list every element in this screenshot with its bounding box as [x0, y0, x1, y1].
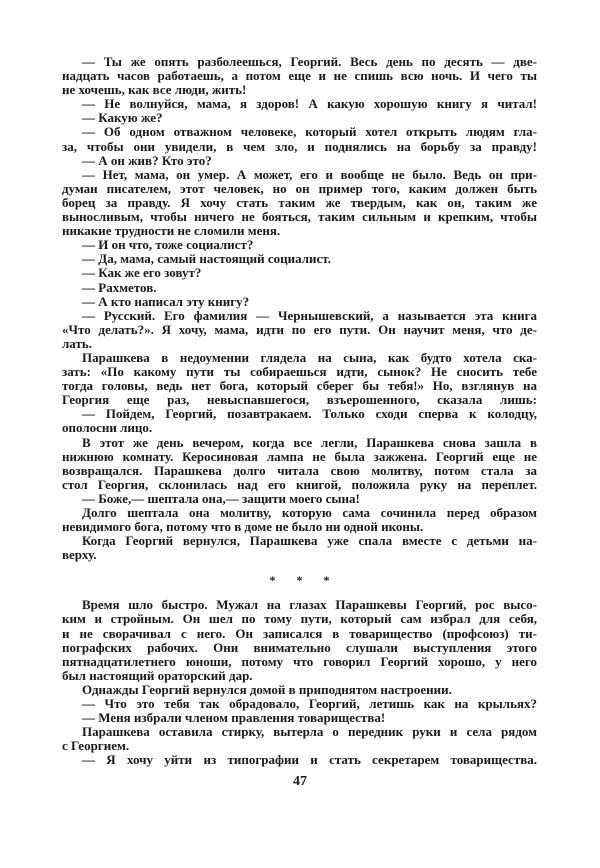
text-line: невидимого бога, потому что в доме не было ни одной иконы.: [62, 519, 424, 535]
text-line: борец за правду. Я хочу стать таким же твердым, как он, таким же: [62, 194, 537, 210]
text-line: тогда головы, ведь нет бога, который сберег бы тебя!» Но, взглянув на: [62, 378, 537, 394]
text-line: В этот же день вечером, когда все легли, Парашкева снова зашла в: [82, 434, 537, 450]
paragraph: [62, 154, 537, 168]
text-line: Однажды Георгий вернулся домой в приподнятом настроении.: [82, 681, 452, 697]
text-line: Парашкева в недоумении глядела на сына, как будто хотела ска-: [82, 349, 537, 365]
paragraph: [62, 55, 537, 97]
text-line: не хочешь, как все люди, жить!: [62, 82, 247, 98]
text-line: с Георгием.: [62, 738, 130, 754]
text-line: — Рахметов.: [82, 279, 157, 295]
text-line: и не сворачивал с него. Он записался в товарищество (профсоюз) ти-: [62, 625, 537, 641]
text-line: пятнадцатилетнего юноши, потому что говорил Георгий хорошо, у него: [62, 653, 537, 669]
text-line: Время шло быстро. Мужал на глазах Парашкевы Георгий, рос высо-: [82, 597, 537, 613]
paragraph: [62, 309, 537, 351]
text-line: ополосни лицо.: [62, 420, 153, 436]
text-line: — А он жив? Кто это?: [82, 152, 212, 168]
paragraph: [62, 281, 537, 295]
paragraph: [62, 697, 537, 711]
text-line: — Боже,— шептала она,— защити моего сына!: [82, 490, 360, 506]
text-line: выносливым, чтобы ничего не бояться, таким сильным и крепким, чтобы: [62, 209, 537, 225]
text-line: — Пойдем, Георгий, позавтракаем. Только сходи сперва к колодцу,: [82, 406, 537, 422]
paragraph: [62, 168, 537, 238]
paragraph: [62, 125, 537, 153]
text-line: никакие трудности не сломили меня.: [62, 223, 281, 239]
text-line: «Что делать?». Я хочу, мама, идти по его пути. Он научит меня, что де-: [62, 321, 537, 337]
text-line: — Русский. Его фамилия — Чернышевский, а называется эта книга: [82, 307, 537, 323]
text-line: думан писателем, этот человек, но он пример того, каким должен быть: [62, 180, 537, 196]
paragraph: [62, 753, 537, 767]
text-line: — Да, мама, самый настоящий социалист.: [82, 251, 331, 267]
text-line: верху.: [62, 547, 97, 563]
text-line: — Какую же?: [82, 110, 163, 126]
paragraph: [62, 725, 537, 753]
paragraph: [62, 506, 537, 534]
page-number: 47: [293, 774, 307, 789]
text-line: Долго шептала она молитву, которую сама сочинила перед образом: [82, 505, 537, 520]
text-line: — Об одном отважном человеке, который хотел открыть людям гла-: [82, 124, 537, 140]
section-1: [62, 55, 537, 562]
paragraph: [62, 252, 537, 266]
text-line: Георгия еще раз, невыспавшегося, взъерошенного, сказала лишь:: [62, 392, 537, 408]
text-line: стол Георгия, склонилась над его книгой, положила руку на переплет.: [62, 476, 537, 492]
text-line: за, чтобы они увидели, в чем зло, и поднялись на борьбу за правду!: [62, 138, 537, 154]
paragraph: [62, 407, 537, 435]
text-line: — Ты же опять разболеешься, Георгий. Весь день по десять — две-: [82, 54, 537, 69]
text-line: — Что это тебя так обрадовало, Георгий, летишь как на крыльях?: [82, 696, 537, 712]
text-line: возвращался. Парашкева долго читала свою молитву, потом стала за: [62, 462, 537, 478]
text-line: Парашкева оставила стирку, вытерла о передник руки и села рядом: [82, 724, 537, 740]
text-line: — И он что, тоже социалист?: [82, 237, 254, 253]
paragraph: [62, 351, 537, 407]
paragraph: [62, 238, 537, 252]
paragraph: [62, 295, 537, 309]
text-line: зать: «По какому пути ты собираешься идти, сынок? Не сносить тебе: [62, 364, 537, 380]
text-line: пографских рабочих. Они внимательно слушали выступления этого: [62, 639, 537, 655]
text-line: был настоящий ораторский дар.: [62, 667, 253, 683]
paragraph: [62, 97, 537, 111]
text-line: — Меня избрали членом правления товарищества!: [82, 710, 386, 726]
paragraph: [62, 598, 537, 683]
paragraph: [62, 711, 537, 725]
text-line: — Не волнуйся, мама, я здоров! А какую хорошую книгу я читал!: [82, 96, 537, 112]
text-line: лать.: [62, 335, 92, 351]
text-line: — Как же его зовут?: [82, 265, 202, 281]
paragraph: [62, 266, 537, 280]
text-line: — А кто написал эту книгу?: [82, 293, 250, 309]
page-body: [62, 55, 537, 768]
paragraph: [62, 534, 537, 562]
paragraph: [62, 492, 537, 506]
text-line: Когда Георгий вернулся, Парашкева уже спала вместе с детьми на-: [82, 533, 537, 549]
text-line: — Нет, мама, он умер. А может, его и вообще не было. Ведь он при-: [82, 166, 537, 182]
section-2: [62, 598, 537, 767]
text-line: надцать часов работаешь, а потом еще и не спишь всю ночь. И чего ты: [62, 68, 537, 84]
section-separator: * * *: [269, 573, 330, 588]
paragraph: [62, 683, 537, 697]
text-line: ким и стройным. Он шел по тому пути, который сам избрал для себя,: [62, 611, 537, 627]
text-line: нижнюю комнату. Керосиновая лампа не была зажжена. Георгий еще не: [62, 448, 537, 464]
paragraph: [62, 111, 537, 125]
paragraph: [62, 436, 537, 492]
text-line: — Я хочу уйти из типографии и стать секретарем товарищества.: [82, 752, 537, 768]
